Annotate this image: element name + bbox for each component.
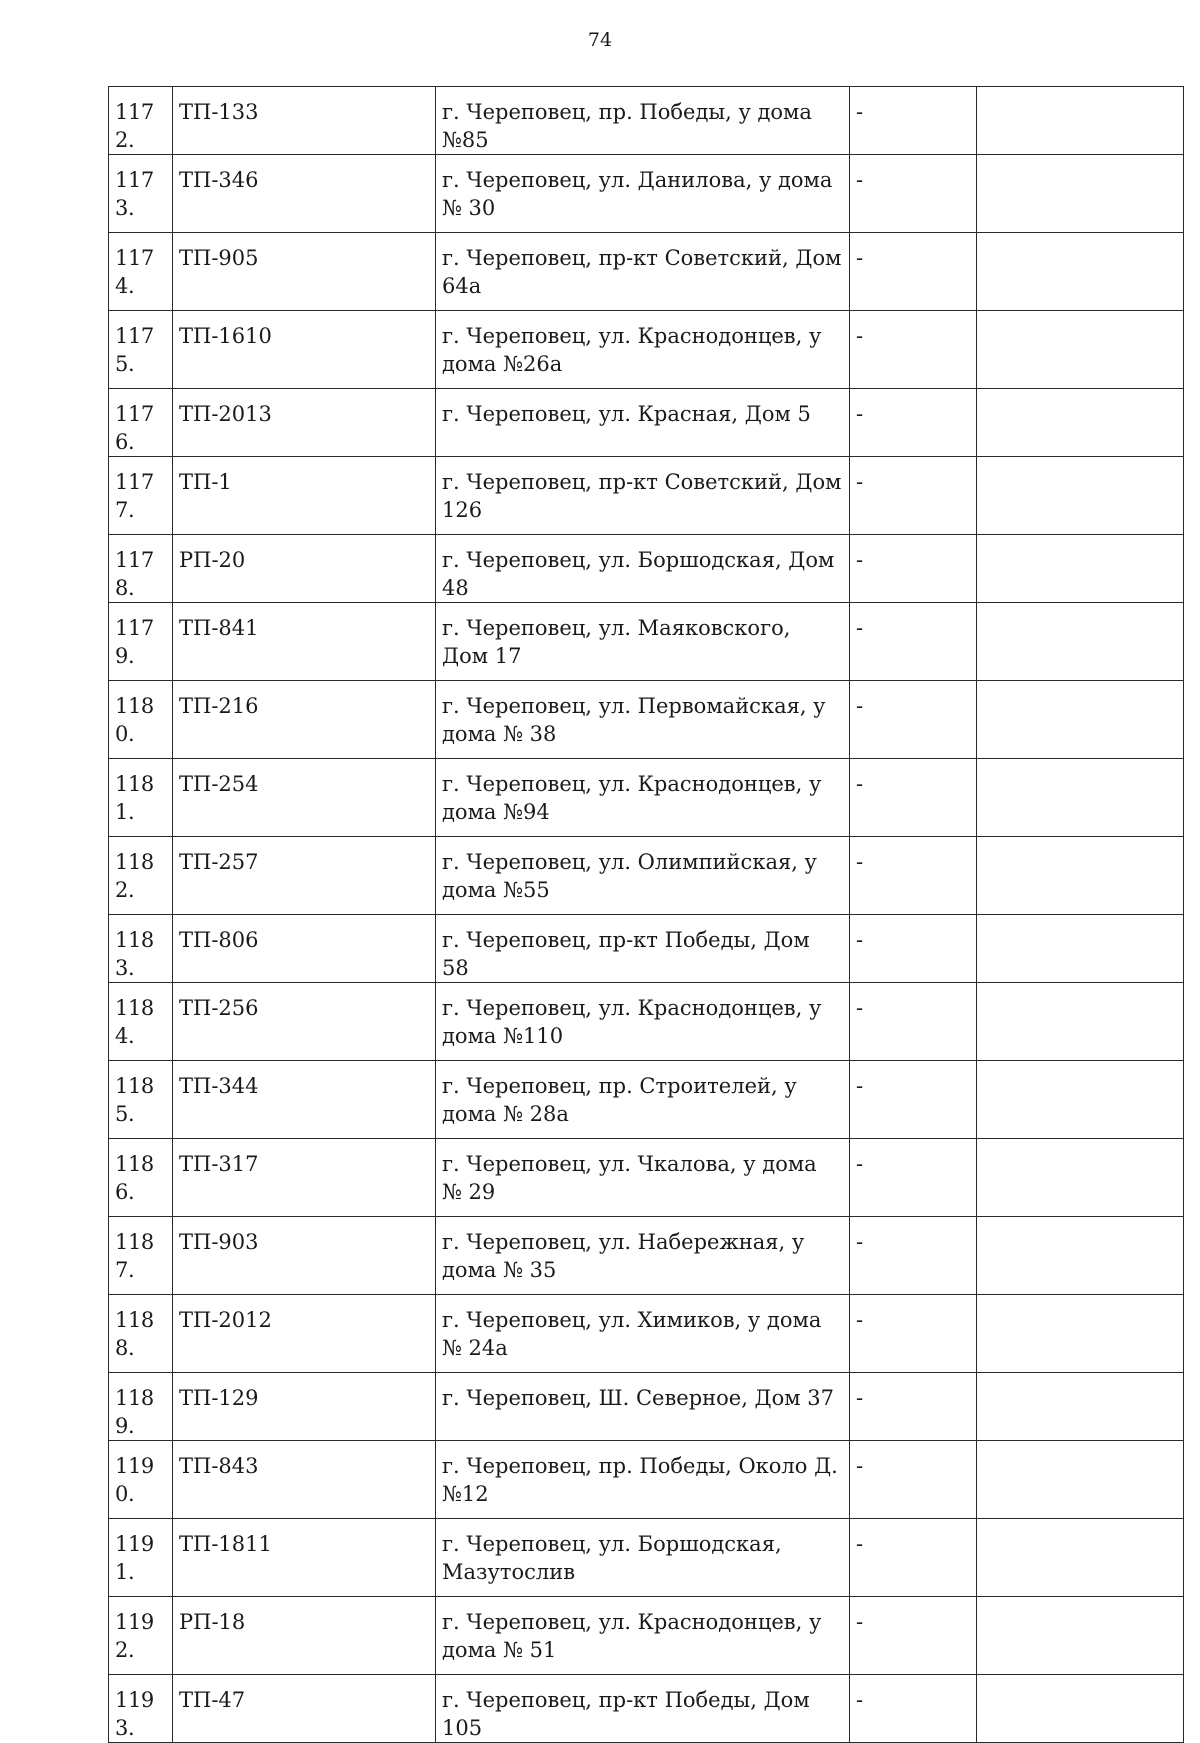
row-number: 1182. (109, 837, 173, 915)
empty-cell (977, 915, 1184, 983)
value-cell: - (850, 1519, 977, 1597)
substation-code: ТП-843 (173, 1441, 436, 1519)
substation-code: ТП-1811 (173, 1519, 436, 1597)
empty-cell (977, 983, 1184, 1061)
row-number: 1181. (109, 759, 173, 837)
substation-address: г. Череповец, ул. Краснодонцев, у дома №110 (436, 983, 850, 1061)
empty-cell (977, 155, 1184, 233)
substation-address: г. Череповец, ул. Краснодонцев, у дома № 51 (436, 1597, 850, 1675)
value-cell: - (850, 1295, 977, 1373)
substation-address: г. Череповец, пр. Победы, Около Д.№12 (436, 1441, 850, 1519)
substation-code: ТП-806 (173, 915, 436, 983)
table-row (109, 837, 1184, 915)
empty-cell (977, 311, 1184, 389)
substation-code: ТП-257 (173, 837, 436, 915)
substation-code: РП-20 (173, 535, 436, 603)
substation-code: ТП-344 (173, 1061, 436, 1139)
substation-code: ТП-129 (173, 1373, 436, 1441)
table-row (109, 389, 1184, 457)
substation-code: ТП-1 (173, 457, 436, 535)
value-cell: - (850, 457, 977, 535)
table-row (109, 1061, 1184, 1139)
substation-code: ТП-133 (173, 87, 436, 155)
row-number: 1185. (109, 1061, 173, 1139)
substation-code: ТП-317 (173, 1139, 436, 1217)
value-cell: - (850, 233, 977, 311)
substation-address: г. Череповец, пр-кт Советский, Дом 126 (436, 457, 850, 535)
value-cell: - (850, 389, 977, 457)
table-row (109, 603, 1184, 681)
value-cell: - (850, 759, 977, 837)
substation-address: г. Череповец, ул. Олимпийская, у дома №55 (436, 837, 850, 915)
empty-cell (977, 603, 1184, 681)
row-number: 1190. (109, 1441, 173, 1519)
value-cell: - (850, 837, 977, 915)
empty-cell (977, 1675, 1184, 1743)
substation-address: г. Череповец, ул. Краснодонцев, у дома №26а (436, 311, 850, 389)
row-number: 1184. (109, 983, 173, 1061)
value-cell: - (850, 311, 977, 389)
value-cell: - (850, 1675, 977, 1743)
page-number: 74 (587, 29, 613, 51)
value-cell: - (850, 155, 977, 233)
substation-code: ТП-256 (173, 983, 436, 1061)
table-row (109, 233, 1184, 311)
empty-cell (977, 1373, 1184, 1441)
row-number: 1174. (109, 233, 173, 311)
substation-address: г. Череповец, ул. Первомайская, у дома № 38 (436, 681, 850, 759)
substation-code: ТП-346 (173, 155, 436, 233)
value-cell: - (850, 1139, 977, 1217)
substation-code: ТП-47 (173, 1675, 436, 1743)
empty-cell (977, 1061, 1184, 1139)
substation-code: ТП-216 (173, 681, 436, 759)
substation-address: г. Череповец, пр. Победы, у дома №85 (436, 87, 850, 155)
table-row (109, 1597, 1184, 1675)
table-row (109, 1217, 1184, 1295)
substation-address: г. Череповец, пр-кт Победы, Дом 105 (436, 1675, 850, 1743)
empty-cell (977, 87, 1184, 155)
row-number: 1192. (109, 1597, 173, 1675)
empty-cell (977, 1441, 1184, 1519)
table-row (109, 1139, 1184, 1217)
substation-code: ТП-2012 (173, 1295, 436, 1373)
value-cell: - (850, 1217, 977, 1295)
empty-cell (977, 233, 1184, 311)
row-number: 1180. (109, 681, 173, 759)
table-row (109, 535, 1184, 603)
substation-code: ТП-903 (173, 1217, 436, 1295)
table-row (109, 87, 1184, 155)
substation-address: г. Череповец, ул. Боршодская, Дом 48 (436, 535, 850, 603)
row-number: 1186. (109, 1139, 173, 1217)
substation-address: г. Череповец, ул. Чкалова, у дома № 29 (436, 1139, 850, 1217)
row-number: 1188. (109, 1295, 173, 1373)
row-number: 1179. (109, 603, 173, 681)
table-row (109, 1441, 1184, 1519)
empty-cell (977, 681, 1184, 759)
table-row (109, 915, 1184, 983)
empty-cell (977, 457, 1184, 535)
empty-cell (977, 1139, 1184, 1217)
substation-code: ТП-905 (173, 233, 436, 311)
row-number: 1173. (109, 155, 173, 233)
empty-cell (977, 837, 1184, 915)
substation-code: ТП-841 (173, 603, 436, 681)
row-number: 1191. (109, 1519, 173, 1597)
row-number: 1175. (109, 311, 173, 389)
empty-cell (977, 535, 1184, 603)
substation-code: ТП-1610 (173, 311, 436, 389)
row-number: 1187. (109, 1217, 173, 1295)
table-row (109, 155, 1184, 233)
value-cell: - (850, 1597, 977, 1675)
value-cell: - (850, 983, 977, 1061)
empty-cell (977, 1295, 1184, 1373)
row-number: 1183. (109, 915, 173, 983)
table-row (109, 1295, 1184, 1373)
table-row (109, 681, 1184, 759)
value-cell: - (850, 1441, 977, 1519)
substation-address: г. Череповец, ул. Красная, Дом 5 (436, 389, 850, 457)
substation-address: г. Череповец, пр-кт Победы, Дом 58 (436, 915, 850, 983)
value-cell: - (850, 681, 977, 759)
row-number: 1193. (109, 1675, 173, 1743)
substation-address: г. Череповец, ул. Химиков, у дома № 24а (436, 1295, 850, 1373)
table-row (109, 759, 1184, 837)
table-row (109, 457, 1184, 535)
substation-address: г. Череповец, пр. Строителей, у дома № 28а (436, 1061, 850, 1139)
substation-table (108, 86, 1184, 1743)
substation-address: г. Череповец, пр-кт Советский, Дом 64а (436, 233, 850, 311)
substation-address: г. Череповец, ул. Данилова, у дома № 30 (436, 155, 850, 233)
row-number: 1172. (109, 87, 173, 155)
value-cell: - (850, 1373, 977, 1441)
empty-cell (977, 1217, 1184, 1295)
substation-address: г. Череповец, Ш. Северное, Дом 37 (436, 1373, 850, 1441)
value-cell: - (850, 603, 977, 681)
substation-code: ТП-2013 (173, 389, 436, 457)
substation-address: г. Череповец, ул. Набережная, у дома № 35 (436, 1217, 850, 1295)
substation-address: г. Череповец, ул. Боршодская, Мазутослив (436, 1519, 850, 1597)
table-row (109, 1373, 1184, 1441)
substation-code: РП-18 (173, 1597, 436, 1675)
value-cell: - (850, 915, 977, 983)
row-number: 1176. (109, 389, 173, 457)
substation-address: г. Череповец, ул. Краснодонцев, у дома №94 (436, 759, 850, 837)
table-row (109, 983, 1184, 1061)
substation-address: г. Череповец, ул. Маяковского, Дом 17 (436, 603, 850, 681)
table-row (109, 1675, 1184, 1743)
row-number: 1178. (109, 535, 173, 603)
empty-cell (977, 1597, 1184, 1675)
empty-cell (977, 759, 1184, 837)
substation-code: ТП-254 (173, 759, 436, 837)
empty-cell (977, 1519, 1184, 1597)
value-cell: - (850, 87, 977, 155)
row-number: 1177. (109, 457, 173, 535)
value-cell: - (850, 1061, 977, 1139)
value-cell: - (850, 535, 977, 603)
table-row (109, 1519, 1184, 1597)
empty-cell (977, 389, 1184, 457)
row-number: 1189. (109, 1373, 173, 1441)
table-row (109, 311, 1184, 389)
